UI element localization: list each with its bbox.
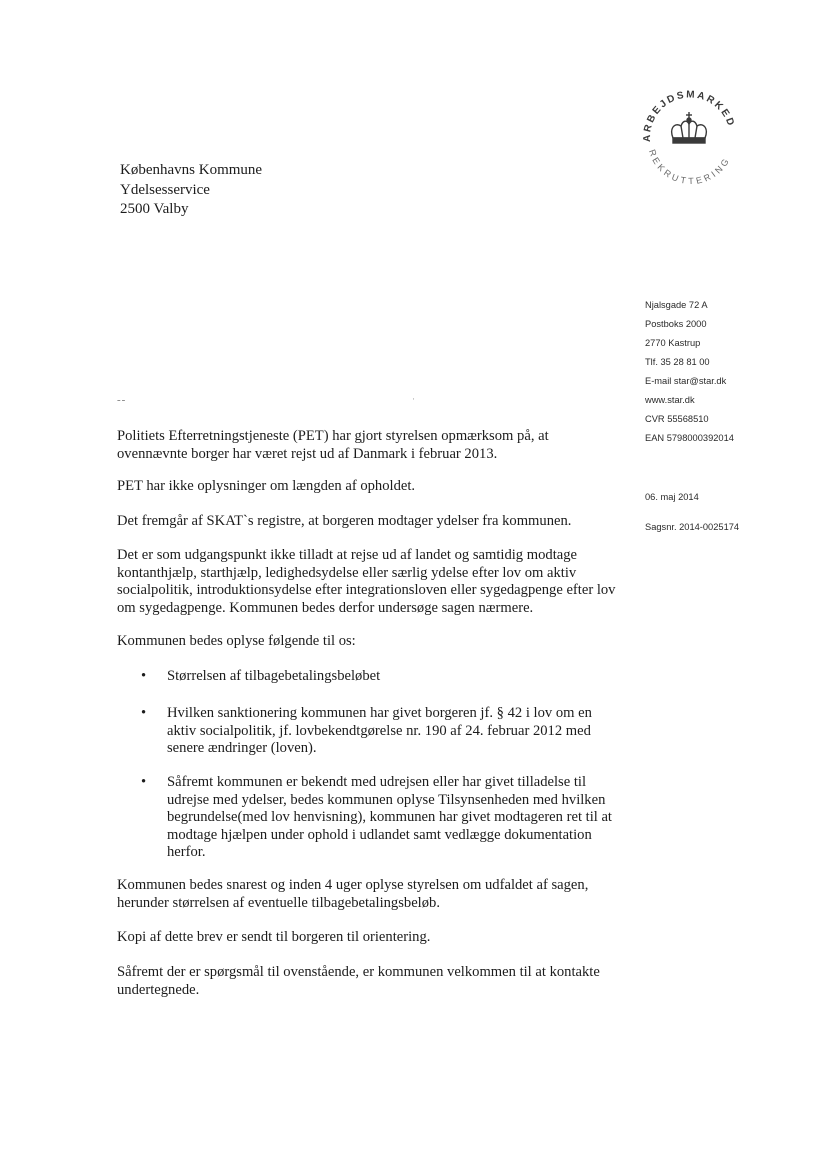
sender-phone: Tlf. 35 28 81 00 bbox=[645, 357, 710, 367]
logo-ring-text: ARBEJDSMARKED bbox=[641, 89, 737, 142]
paragraph-skat: Det fremgår af SKAT`s registre, at borgeren modtager ydelser fra kommunen. bbox=[117, 513, 572, 529]
letter-date: 06. maj 2014 bbox=[645, 492, 699, 502]
list-item bbox=[141, 705, 617, 758]
paragraph-request: Kommunen bedes oplyse følgende til os: bbox=[117, 633, 356, 649]
star-logo bbox=[630, 78, 748, 196]
paragraph-contact: Såfremt der er spørgsmål til ovenstående, er kommunen velkommen til at kontakte undertegnede. bbox=[117, 964, 600, 998]
sender-web: www.star.dk bbox=[645, 395, 695, 405]
bullet-icon: • bbox=[141, 705, 147, 721]
crown-seal-icon bbox=[630, 78, 748, 196]
list-item bbox=[141, 668, 617, 686]
subject-placeholder: -- bbox=[117, 394, 127, 406]
recipient-department: Ydelsesservice bbox=[120, 181, 210, 198]
sender-info bbox=[645, 296, 740, 532]
list-item-text: Hvilken sanktionering kommunen har givet borgeren jf. § 42 i lov om en aktiv socialpolitik, jf. lovbekendtgørelse nr. 190 af 24. februar 2012 med senere ændringer (loven). bbox=[167, 705, 592, 756]
paragraph-rules: Det er som udgangspunkt ikke tilladt at rejse ud af landet og samtidig modtage kontanthjælp, starthjælp, ledighedsydelse eller særlig ydelse efter lov om aktiv socialpolitik, introduktionsydelse efter integrationsloven eller sygedagpenge efter lov om sygedagpenge. Kommunen bedes derfor undersøge sagen nærmere. bbox=[117, 547, 616, 616]
scan-speck: · bbox=[412, 394, 415, 404]
svg-text:REKRUTTERING: REKRUTTERING bbox=[646, 148, 733, 187]
paragraph-no-info: PET har ikke oplysninger om længden af opholdet. bbox=[117, 478, 416, 494]
list-item-text: Størrelsen af tilbagebetalingsbeløbet bbox=[167, 668, 381, 684]
list-item bbox=[141, 774, 617, 862]
bullet-icon: • bbox=[141, 668, 147, 684]
bullet-icon: • bbox=[141, 774, 147, 790]
sender-city: 2770 Kastrup bbox=[645, 338, 701, 348]
case-number: Sagsnr. 2014-0025174 bbox=[645, 522, 740, 532]
sender-street: Njalsgade 72 A bbox=[645, 300, 708, 310]
paragraph-pet-notice: Politiets Efterretningstjeneste (PET) har gjort styrelsen opmærksom på, at ovennævnte borger har været rejst ud af Danmark i februar 2013. bbox=[117, 428, 549, 462]
recipient-address bbox=[120, 161, 262, 220]
recipient-postal: 2500 Valby bbox=[120, 201, 189, 217]
sender-pobox: Postboks 2000 bbox=[645, 319, 707, 329]
paragraph-copy: Kopi af dette brev er sendt til borgeren til orientering. bbox=[117, 929, 431, 945]
sender-email: E-mail star@star.dk bbox=[645, 376, 727, 386]
recipient-name: Københavns Kommune bbox=[120, 162, 263, 178]
list-item-text: Såfremt kommunen er bekendt med udrejsen eller har givet tilladelse til udrejse med ydelser, bedes kommunen oplyse Tilsynsenheden med hvilken begrundelse(med lov henvisning), kommunen har givet modtageren ret til at modtage hjælpen under ophold i udlandet samt vedlægge dokumentation herfor. bbox=[167, 774, 612, 860]
sender-ean: EAN 5798000392014 bbox=[645, 433, 734, 443]
sender-cvr: CVR 55568510 bbox=[645, 414, 709, 424]
paragraph-deadline: Kommunen bedes snarest og inden 4 uger oplyse styrelsen om udfaldet af sagen, herunder størrelsen af eventuelle tilbagebetalingsbeløb. bbox=[117, 877, 589, 911]
